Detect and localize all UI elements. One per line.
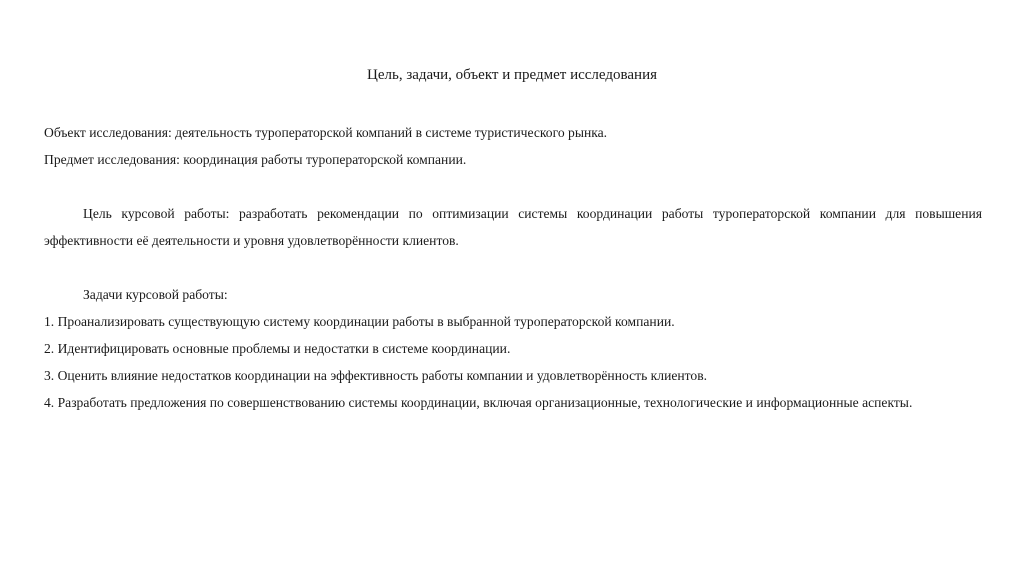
goal-paragraph: Цель курсовой работы: разработать рекомендации по оптимизации системы координации работы туроператорской компании для повышения эффективности её деятельности и уровня удовлетворённости клиентов. <box>44 206 982 248</box>
slide-content <box>44 119 982 416</box>
research-object: Объект исследования: деятельность туроператорской компаний в системе туристического рынка. <box>44 125 608 140</box>
task-item: 3. Оценить влияние недостатков координации на эффективность работы компании и удовлетворённость клиентов. <box>44 368 708 383</box>
task-item: 2. Идентифицировать основные проблемы и недостатки в системе координации. <box>44 341 511 356</box>
spacer <box>44 173 982 200</box>
research-subject: Предмет исследования: координация работы туроператорской компании. <box>44 152 467 167</box>
task-item: 1. Проанализировать существующую систему координации работы в выбранной туроператорской компании. <box>44 314 675 329</box>
spacer <box>44 254 982 281</box>
tasks-heading: Задачи курсовой работы: <box>83 287 228 302</box>
slide-title: Цель, задачи, объект и предмет исследования <box>367 67 657 83</box>
task-item: 4. Разработать предложения по совершенствованию системы координации, включая организационные, технологические и информационные аспекты. <box>44 395 913 410</box>
